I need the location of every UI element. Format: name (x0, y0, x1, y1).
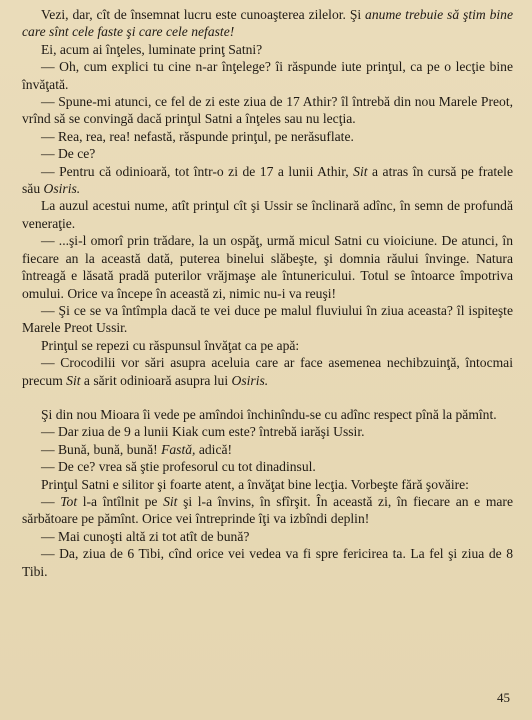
paragraph: Vezi, dar, cît de însemnat lucru este cunoaşterea zilelor. Şi anume trebuie să ştim bine care sînt cele faste şi care cele nefaste! (22, 7, 513, 40)
paragraph: — ...şi-l omorî prin trădare, la un ospăţ, urmă micul Satni cu vioiciune. De atunci, în fiecare an la această dată, puterea binelui slăbeşte, şi domnia răului învinge. Natura întreagă e lăsată pradă puterilor vrăjmaşe ale întunericului. Totul se întoarce împotriva omului. Orice va începe în această zi, nimic nu-i va reuşi! (22, 233, 513, 301)
paragraph: — Şi ce se va întîmpla dacă te vei duce pe malul fluviului în ziua aceasta? îl ispiteşte Marele Preot Ussir. (22, 302, 513, 336)
paragraph: — Dar ziua de 9 a lunii Kiak cum este? întrebă iarăşi Ussir. (41, 424, 365, 440)
paragraph: — De ce? vrea să ştie profesorul cu tot dinadinsul. (41, 459, 316, 475)
paragraph: — Pentru că odinioară, tot într-o zi de 17 a lunii Athir, Sit a atras în cursă pe fratele său Osiris. (22, 163, 513, 197)
paragraph: Prinţul Satni e silitor şi foarte atent, a învăţat bine lecţia. Vorbeşte fără şovăire: (41, 476, 469, 492)
paragraph: — De ce? (41, 146, 96, 162)
page-number: 45 (497, 689, 510, 705)
paragraph: — Spune-mi atunci, ce fel de zi este ziua de 17 Athir? îl întrebă din nou Marele Preot, vrînd să se convingă dacă prinţul Satni a înţeles sau nu lecţia. (22, 94, 513, 127)
paragraph: — Mai cunoşti altă zi tot atît de bună? (41, 528, 250, 544)
body-text (22, 6, 513, 580)
paragraph: — Crocodilii vor sări asupra aceluia care ar face asemenea nechibzuinţă, întocmai precum Sit a sărit odinioară asupra lui Osiris. (22, 355, 513, 388)
paragraph: — Oh, cum explici tu cine n-ar înţelege? îi răspunde iute prinţul, ca pe o lecţie bine învăţată. (22, 59, 513, 92)
paragraph: — Rea, rea, rea! nefastă, răspunde prinţul, pe nerăsuflate. (41, 128, 354, 144)
paragraph: La auzul acestui nume, atît prinţul cît şi Ussir se înclinară adînc, în semn de profundă veneraţie. (22, 198, 513, 231)
paragraph: — Da, ziua de 6 Tibi, cînd orice vei vedea va fi spre fericirea ta. La fel şi ziua de 8 Tibi. (22, 546, 513, 579)
paragraph: — Tot l-a întîlnit pe Sit şi l-a învins, în sfîrşit. În această zi, în fiecare an e mare sărbătoare pe pămînt. Orice vei întreprinde îţi va izbîndi deplin! (22, 493, 513, 527)
paragraph: — Bună, bună, bună! Fastă, adică! (41, 441, 233, 457)
paragraph: Ei, acum ai înţeles, luminate prinţ Satni? (41, 41, 263, 57)
paragraph: Şi din nou Mioara îi vede pe amîndoi închinîndu-se cu adînc respect pînă la pămînt. (41, 406, 497, 422)
paragraph: Prinţul se repezi cu răspunsul învăţat ca pe apă: (41, 337, 300, 353)
